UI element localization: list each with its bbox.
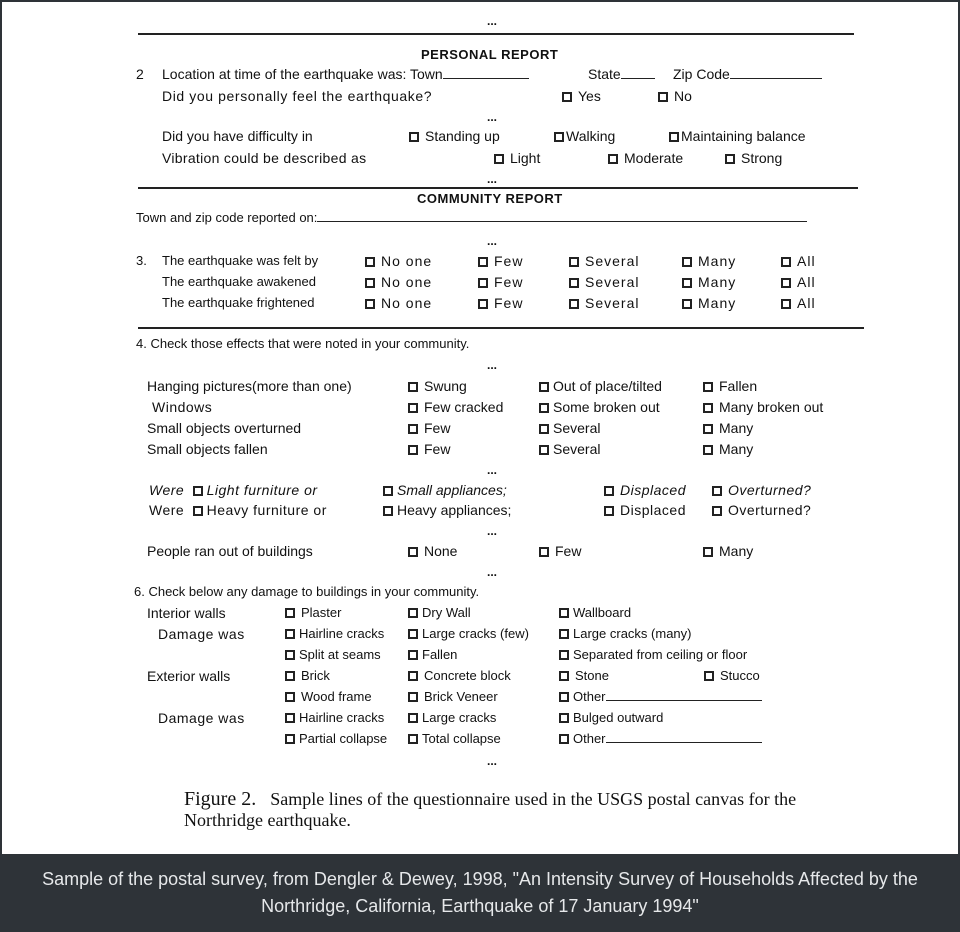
checkbox[interactable] xyxy=(285,734,295,744)
checkbox[interactable] xyxy=(408,629,418,639)
q3-felt-few[interactable]: Few xyxy=(478,253,523,269)
checkbox[interactable] xyxy=(408,403,418,413)
ellipsis: ... xyxy=(487,172,498,186)
checkbox[interactable] xyxy=(193,486,203,496)
checkbox[interactable] xyxy=(285,629,295,639)
feel-no-option[interactable]: No xyxy=(658,88,692,104)
difficulty-label: Did you have difficulty in xyxy=(162,128,313,144)
interior-split[interactable]: Split at seams xyxy=(285,647,381,663)
effect-pictures-fallen[interactable]: Fallen xyxy=(703,378,757,394)
town-zip-label: Town and zip code reported on: xyxy=(136,210,807,226)
exterior-large[interactable]: Large cracks xyxy=(408,710,496,726)
checkbox[interactable] xyxy=(285,713,295,723)
checkbox[interactable] xyxy=(712,486,722,496)
q3-frightened-few[interactable]: Few xyxy=(478,295,523,311)
q4-question: 4. Check those effects that were noted in your community. xyxy=(136,336,470,351)
checkbox[interactable] xyxy=(408,692,418,702)
vibration-strong-option[interactable]: Strong xyxy=(725,150,782,166)
checkbox[interactable] xyxy=(669,132,679,142)
q3-felt-several[interactable]: Several xyxy=(569,253,639,269)
checkbox[interactable] xyxy=(365,299,375,309)
checkbox[interactable] xyxy=(408,424,418,434)
checkbox[interactable] xyxy=(562,92,572,102)
vibration-label: Vibration could be described as xyxy=(162,150,367,166)
interior-drywall[interactable]: Dry Wall xyxy=(408,605,471,621)
heavy-appliances-option[interactable]: Heavy appliances; xyxy=(383,502,511,518)
checkbox[interactable] xyxy=(408,382,418,392)
ellipsis: ... xyxy=(487,565,498,579)
divider xyxy=(138,33,854,35)
exterior-other-1[interactable]: Other xyxy=(559,689,762,705)
checkbox[interactable] xyxy=(365,257,375,267)
checkbox[interactable] xyxy=(559,713,569,723)
checkbox[interactable] xyxy=(383,486,393,496)
checkbox[interactable] xyxy=(703,547,713,557)
heavy-furniture-row[interactable]: Were Heavy furniture or xyxy=(149,502,327,518)
checkbox[interactable] xyxy=(682,257,692,267)
checkbox[interactable] xyxy=(604,506,614,516)
checkbox[interactable] xyxy=(682,278,692,288)
small-appliances-option[interactable]: Small appliances; xyxy=(383,482,507,498)
community-report-heading: COMMUNITY REPORT xyxy=(417,191,563,206)
q3-frightened-several[interactable]: Several xyxy=(569,295,639,311)
balance-option[interactable]: Maintaining balance xyxy=(669,128,806,144)
checkbox[interactable] xyxy=(682,299,692,309)
q6-question: 6. Check below any damage to buildings in your community. xyxy=(134,584,480,599)
ellipsis: ... xyxy=(487,110,498,124)
exterior-total-collapse[interactable]: Total collapse xyxy=(408,731,501,747)
effect-fallen-several[interactable]: Several xyxy=(539,441,600,457)
interior-fallen[interactable]: Fallen xyxy=(408,647,457,663)
exterior-stucco[interactable]: Stucco xyxy=(704,668,760,684)
checkbox[interactable] xyxy=(559,692,569,702)
vibration-light-option[interactable]: Light xyxy=(494,150,540,166)
feel-yes-option[interactable]: Yes xyxy=(562,88,601,104)
checkbox[interactable] xyxy=(781,257,791,267)
ellipsis: ... xyxy=(487,358,498,372)
effect-windows-label: Windows xyxy=(152,399,213,415)
image-caption xyxy=(0,866,960,920)
checkbox[interactable] xyxy=(559,650,569,660)
divider xyxy=(138,327,864,329)
q3-frightened-many[interactable]: Many xyxy=(682,295,736,311)
q3-felt-all[interactable]: All xyxy=(781,253,816,269)
checkbox[interactable] xyxy=(365,278,375,288)
effect-windows-many[interactable]: Many broken out xyxy=(703,399,823,415)
q3-awakened-several[interactable]: Several xyxy=(569,274,639,290)
exterior-partial-collapse[interactable]: Partial collapse xyxy=(285,731,387,747)
checkbox[interactable] xyxy=(703,445,713,455)
people-ran-label: People ran out of buildings xyxy=(147,543,313,559)
people-ran-few[interactable]: Few xyxy=(539,543,581,559)
people-ran-many[interactable]: Many xyxy=(703,543,753,559)
checkbox[interactable] xyxy=(559,629,569,639)
checkbox[interactable] xyxy=(408,734,418,744)
heavy-displaced-option[interactable]: Displaced xyxy=(604,502,686,518)
questionnaire-scan xyxy=(2,2,958,854)
q3-awakened-all[interactable]: All xyxy=(781,274,816,290)
ellipsis: ... xyxy=(487,524,498,538)
exterior-concrete[interactable]: Concrete block xyxy=(408,668,511,684)
interior-separated[interactable]: Separated from ceiling or floor xyxy=(559,647,747,663)
checkbox[interactable] xyxy=(409,132,419,142)
checkbox[interactable] xyxy=(193,506,203,516)
ellipsis: ... xyxy=(487,754,498,768)
checkbox[interactable] xyxy=(559,608,569,618)
effect-pictures-label: Hanging pictures(more than one) xyxy=(147,378,352,394)
caption-line2: Northridge, California, Earthquake of 17 January 1994" xyxy=(261,896,699,916)
effect-pictures-tilted[interactable]: Out of place/tilted xyxy=(539,378,662,394)
checkbox[interactable] xyxy=(408,608,418,618)
figure-caption-line2: Northridge earthquake. xyxy=(184,810,351,830)
checkbox[interactable] xyxy=(408,650,418,660)
interior-damage-label: Damage was xyxy=(158,626,245,642)
exterior-walls-label: Exterior walls xyxy=(147,668,231,684)
checkbox[interactable] xyxy=(539,424,549,434)
interior-hairline[interactable]: Hairline cracks xyxy=(285,626,384,642)
checkbox[interactable] xyxy=(781,299,791,309)
checkbox[interactable] xyxy=(408,445,418,455)
interior-wallboard[interactable]: Wallboard xyxy=(559,605,631,621)
effect-overturned-few[interactable]: Few xyxy=(408,420,450,436)
interior-large-few[interactable]: Large cracks (few) xyxy=(408,626,529,642)
people-ran-none[interactable]: None xyxy=(408,543,457,559)
checkbox[interactable] xyxy=(781,278,791,288)
q3-frightened-label: The earthquake frightened xyxy=(162,295,315,310)
interior-walls-label: Interior walls xyxy=(147,605,226,621)
checkbox[interactable] xyxy=(408,713,418,723)
checkbox[interactable] xyxy=(539,547,549,557)
effect-overturned-several[interactable]: Several xyxy=(539,420,600,436)
checkbox[interactable] xyxy=(408,547,418,557)
q3-awakened-label: The earthquake awakened xyxy=(162,274,316,289)
light-displaced-option[interactable]: Displaced xyxy=(604,482,686,498)
exterior-other-2[interactable]: Other xyxy=(559,731,762,747)
effect-windows-few[interactable]: Few cracked xyxy=(408,399,503,415)
checkbox[interactable] xyxy=(285,671,295,681)
personal-report-heading: PERSONAL REPORT xyxy=(421,47,559,62)
exterior-damage-label: Damage was xyxy=(158,710,245,726)
q3-awakened-no-one[interactable]: No one xyxy=(365,274,432,290)
exterior-bulged[interactable]: Bulged outward xyxy=(559,710,663,726)
checkbox[interactable] xyxy=(725,154,735,164)
q3-felt-many[interactable]: Many xyxy=(682,253,736,269)
checkbox[interactable] xyxy=(383,506,393,516)
checkbox[interactable] xyxy=(569,257,579,267)
ellipsis: ... xyxy=(487,14,498,28)
q2-zip-label: Zip Code xyxy=(673,66,822,82)
q3-number: 3. xyxy=(136,253,147,268)
checkbox[interactable] xyxy=(539,382,549,392)
checkbox[interactable] xyxy=(478,278,488,288)
checkbox[interactable] xyxy=(569,278,579,288)
checkbox[interactable] xyxy=(478,257,488,267)
effect-fallen-few[interactable]: Few xyxy=(408,441,450,457)
q3-awakened-many[interactable]: Many xyxy=(682,274,736,290)
checkbox[interactable] xyxy=(554,132,564,142)
walking-option[interactable]: Walking xyxy=(554,128,615,144)
q3-frightened-all[interactable]: All xyxy=(781,295,816,311)
figure-caption-line1: Figure 2. Sample lines of the questionnaire used in the USGS postal canvas for the xyxy=(184,788,797,810)
exterior-wood[interactable]: Wood frame xyxy=(285,689,372,705)
q3-felt-no-one[interactable]: No one xyxy=(365,253,432,269)
exterior-brick[interactable]: Brick xyxy=(285,668,330,684)
q3-awakened-few[interactable]: Few xyxy=(478,274,523,290)
checkbox[interactable] xyxy=(608,154,618,164)
q2-number: 2 xyxy=(136,66,144,82)
checkbox[interactable] xyxy=(658,92,668,102)
interior-large-many[interactable]: Large cracks (many) xyxy=(559,626,691,642)
checkbox[interactable] xyxy=(494,154,504,164)
checkbox[interactable] xyxy=(285,608,295,618)
checkbox[interactable] xyxy=(285,692,295,702)
effect-fallen-label: Small objects fallen xyxy=(147,441,268,457)
checkbox[interactable] xyxy=(559,734,569,744)
ellipsis: ... xyxy=(487,234,498,248)
checkbox[interactable] xyxy=(408,671,418,681)
effect-fallen-many[interactable]: Many xyxy=(703,441,753,457)
interior-plaster[interactable]: Plaster xyxy=(285,605,341,621)
heavy-overturned-option[interactable]: Overturned? xyxy=(712,502,811,518)
vibration-moderate-option[interactable]: Moderate xyxy=(608,150,683,166)
divider xyxy=(138,187,858,189)
q2-location-label: Location at time of the earthquake was: Town xyxy=(162,66,529,82)
checkbox[interactable] xyxy=(569,299,579,309)
q2-state-label: State xyxy=(588,66,655,82)
checkbox[interactable] xyxy=(539,445,549,455)
effect-pictures-swung[interactable]: Swung xyxy=(408,378,467,394)
exterior-veneer[interactable]: Brick Veneer xyxy=(408,689,498,705)
checkbox[interactable] xyxy=(604,486,614,496)
exterior-stone[interactable]: Stone xyxy=(559,668,609,684)
ellipsis: ... xyxy=(487,463,498,477)
caption-line1: Sample of the postal survey, from Dengler & Dewey, 1998, "An Intensity Survey of Households Affected by the xyxy=(42,869,918,889)
checkbox[interactable] xyxy=(478,299,488,309)
effect-windows-some[interactable]: Some broken out xyxy=(539,399,660,415)
checkbox[interactable] xyxy=(712,506,722,516)
standing-option[interactable]: Standing up xyxy=(409,128,500,144)
checkbox[interactable] xyxy=(285,650,295,660)
checkbox[interactable] xyxy=(559,671,569,681)
light-furniture-row[interactable]: Were Light furniture or xyxy=(149,482,318,498)
checkbox[interactable] xyxy=(703,424,713,434)
effect-overturned-many[interactable]: Many xyxy=(703,420,753,436)
checkbox[interactable] xyxy=(539,403,549,413)
q3-frightened-no-one[interactable]: No one xyxy=(365,295,432,311)
q3-felt-label: The earthquake was felt by xyxy=(162,253,319,268)
checkbox[interactable] xyxy=(704,671,714,681)
light-overturned-option[interactable]: Overturned? xyxy=(712,482,811,498)
exterior-hairline[interactable]: Hairline cracks xyxy=(285,710,384,726)
checkbox[interactable] xyxy=(703,382,713,392)
checkbox[interactable] xyxy=(703,403,713,413)
effect-overturned-label: Small objects overturned xyxy=(147,420,302,436)
q2-feel-question: Did you personally feel the earthquake? xyxy=(162,88,433,104)
